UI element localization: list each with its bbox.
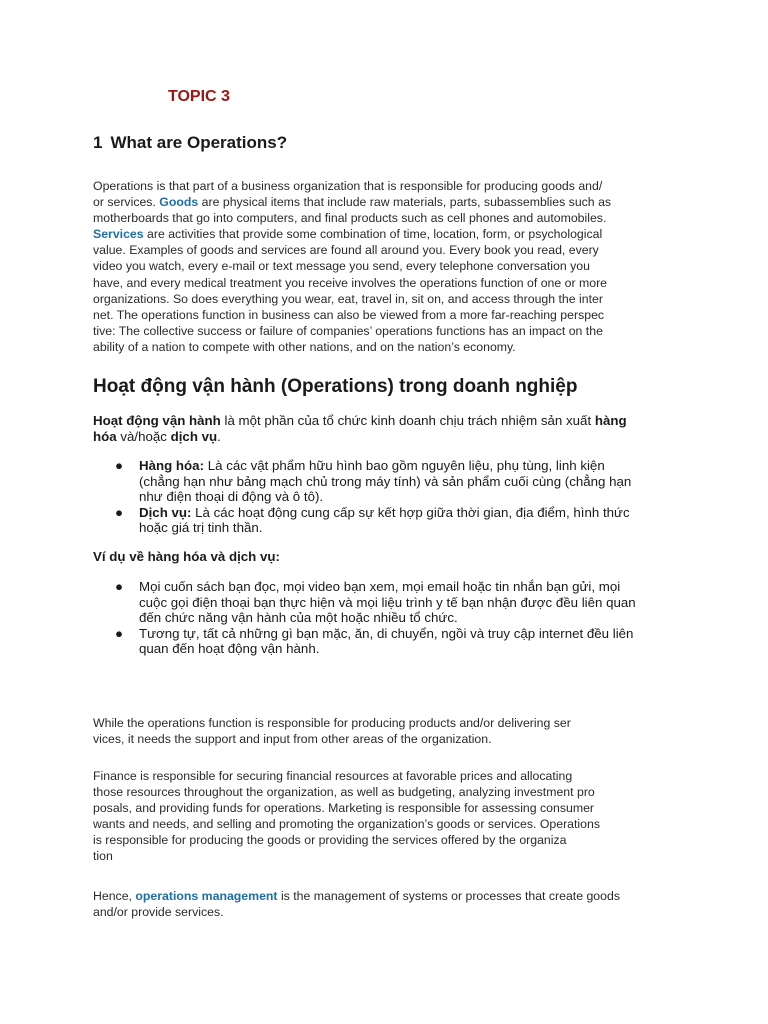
text-segment: tion (93, 849, 113, 864)
section-number: 1 (93, 133, 103, 152)
text-segment: net. The operations function in business can also be viewed from a more far-reaching perspec (93, 307, 605, 322)
paragraph-finance-marketing (93, 768, 600, 865)
text-segment: . (217, 428, 221, 444)
text-segment: motherboards that go into computers, and final products such as cell phones and automobiles. (93, 211, 607, 226)
bullet-icon: ● (115, 625, 124, 641)
bullet-icon: ● (115, 458, 124, 473)
text-line (139, 641, 636, 657)
section-heading (93, 133, 287, 153)
text-line (93, 848, 600, 864)
text-segment: those resources throughout the organization, as well as budgeting, analyzing investment pro (93, 785, 595, 800)
examples-heading: Ví dụ về hàng hóa và dịch vụ: (93, 549, 280, 564)
text-line (139, 520, 631, 536)
text-segment: quan đến hoạt động vận hành. (139, 641, 320, 656)
text-segment: ability of a nation to compete with other nations, and on the nation’s economy. (93, 339, 516, 354)
text-line (93, 768, 600, 784)
text-segment: organizations. So does everything you wear, eat, travel in, sit on, and access through the inter (93, 291, 603, 306)
text-line (93, 715, 571, 731)
bold-term: Hàng hóa: (139, 458, 205, 473)
text-line (93, 339, 611, 355)
text-line (93, 258, 611, 274)
text-segment: value. Examples of goods and services are found all around you. Every book you read, every (93, 243, 599, 258)
examples-list (93, 579, 636, 657)
text-segment: video you watch, every e-mail or text message you send, every telephone conversation you (93, 259, 590, 274)
bold-term: Hoạt động vận hành (93, 413, 221, 428)
text-line (93, 242, 611, 258)
text-line (93, 178, 611, 194)
text-segment: Tương tự, tất cả những gì bạn mặc, ăn, di chuyển, ngồi và truy cập internet đều liên (139, 625, 634, 641)
text-segment: is the management of systems or processes that create goods (277, 889, 620, 903)
text-segment: Mọi cuốn sách bạn đọc, mọi video bạn xem, mọi email hoặc tin nhắn bạn gửi, mọi (139, 579, 621, 594)
bullet-icon: ● (115, 504, 124, 520)
highlighted-term: Goods (159, 195, 199, 210)
goods-services-list (93, 458, 631, 536)
vietnamese-heading: Hoạt động vận hành (Operations) trong doanh nghiệp (93, 376, 578, 397)
text-line (93, 210, 611, 226)
text-segment: and/or provide services. (93, 905, 224, 920)
text-line (93, 194, 611, 210)
text-segment: Hence, (93, 889, 136, 903)
bullet-icon: ● (115, 579, 124, 594)
text-line (93, 429, 627, 445)
text-segment: are physical items that include raw materials, parts, subassemblies such as (198, 195, 612, 210)
text-line (93, 731, 571, 747)
text-line (93, 275, 611, 291)
text-segment: (chẳng hạn như bảng mạch chủ trong máy tính) và sản phẩm cuối cùng (chẳng hạn (139, 473, 632, 489)
text-segment: wants and needs, and selling and promoting the organization’s goods or services. Operations (93, 817, 600, 832)
text-segment: posals, and providing funds for operations. Marketing is responsible for assessing consumer (93, 801, 595, 816)
text-line (139, 458, 631, 474)
text-line (139, 489, 631, 505)
text-segment: is responsible for producing the goods or providing the services offered by the organiza (93, 833, 567, 848)
highlighted-term: operations management (135, 889, 278, 903)
bold-term: Dịch vụ: (139, 504, 192, 520)
list-item (93, 626, 636, 657)
highlighted-term: Services (93, 227, 144, 242)
text-segment: Là các vật phẩm hữu hình bao gồm nguyên liệu, phụ tùng, linh kiện (204, 458, 605, 473)
text-segment: cuộc gọi điện thoại bạn thực hiện và mọi liệu trình y tế bạn nhận được đều liên quan (139, 594, 636, 610)
vietnamese-intro (93, 413, 627, 444)
text-segment: như điện thoại di động và ô tô). (139, 489, 324, 504)
text-line (139, 595, 636, 611)
text-line (93, 888, 620, 904)
text-segment: hoặc giá trị tinh thần. (139, 520, 263, 535)
text-segment: và/hoặc (116, 428, 171, 444)
list-item (93, 579, 636, 626)
text-line (93, 784, 600, 800)
text-line (139, 474, 631, 490)
text-segment: have, and every medical treatment you receive involves the operations function of one or more (93, 275, 608, 290)
text-line (93, 307, 611, 323)
bold-term: hàng (594, 413, 627, 428)
text-line (93, 832, 600, 848)
paragraph-operations-definition (93, 178, 611, 355)
text-segment: vices, it needs the support and input from other areas of the organization. (93, 732, 492, 747)
list-item (93, 458, 631, 505)
section-title: What are Operations? (110, 133, 288, 152)
text-line (93, 291, 611, 307)
text-line (93, 800, 600, 816)
text-segment: đến chức năng vận hành của một hoặc nhiều tổ chức. (139, 610, 458, 625)
text-segment: Finance is responsible for securing financial resources at favorable prices and allocating (93, 769, 573, 783)
text-segment: While the operations function is responsible for producing products and/or delivering ser (93, 716, 571, 730)
text-segment: or services. (93, 195, 160, 210)
paragraph-operations-management (93, 888, 620, 920)
text-line (139, 626, 636, 642)
text-line (93, 226, 611, 242)
text-segment: là một phần của tổ chức kinh doanh chịu trách nhiệm sản xuất (220, 413, 595, 428)
text-segment: Là các hoạt động cung cấp sự kết hợp giữa thời gian, địa điểm, hình thức (191, 504, 630, 520)
bold-term: hóa (93, 428, 117, 444)
text-line (93, 413, 627, 429)
text-line (139, 579, 636, 595)
text-line (93, 904, 620, 920)
text-segment: Operations is that part of a business organization that is responsible for producing goods and/ (93, 179, 603, 193)
text-line (93, 323, 611, 339)
text-segment: tive: The collective success or failure of companies’ operations functions has an impact on the (93, 323, 603, 338)
bold-term: dịch vụ (170, 428, 218, 444)
text-line (139, 610, 636, 626)
paragraph-support (93, 715, 571, 747)
text-segment: are activities that provide some combination of time, location, form, or psychological (143, 227, 603, 242)
text-line (93, 816, 600, 832)
topic-title: TOPIC 3 (168, 88, 230, 105)
text-line (139, 505, 631, 521)
list-item (93, 505, 631, 536)
